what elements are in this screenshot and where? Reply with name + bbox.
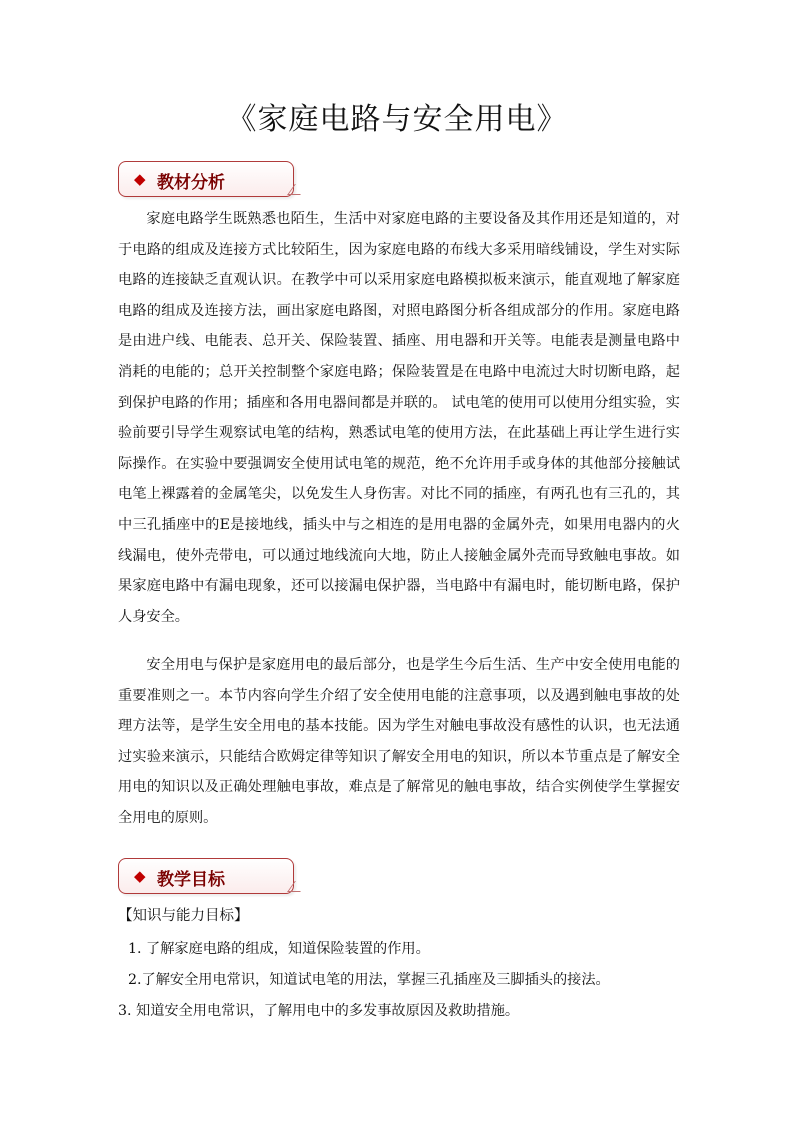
list-item: 2.了解安全用电常识，知道试电笔的用法，掌握三孔插座及三脚插头的接法。: [128, 972, 610, 988]
objectives-subheading: 【知识与能力目标】: [118, 908, 249, 924]
section-header-objectives: [118, 858, 294, 894]
section-heading: 教材分析: [157, 173, 225, 193]
header-tab-decoration: [287, 881, 308, 892]
analysis-paragraph-2: 安全用电与保护是家庭用电的最后部分，也是学生今后生活、生产中安全使用电能的重要准则之一。本节内容向学生介绍了安全使用电能的注意事项，以及遇到触电事故的处理方法等，是学生安全用电的基本技能。因为学生对触电事故没有感性的认识，也无法通过实验来演示，只能结合欧姆定律等知识了解安全用电的知识，所以本节重点是了解安全用电的知识以及正确处理触电事故，难点是了解常见的触电事故，结合实例使学生掌握安全用电的原则。: [118, 657, 680, 826]
diamond-bullet-icon: ◆: [134, 867, 146, 885]
list-item: 3. 知道安全用电常识，了解用电中的多发事故原因及救助措施。: [118, 1003, 520, 1019]
section-heading: 教学目标: [157, 870, 225, 890]
analysis-paragraph-1: 家庭电路学生既熟悉也陌生，生活中对家庭电路的主要设备及其作用还是知道的，对于电路的组成及连接方式比较陌生，因为家庭电路的布线大多采用暗线铺设，学生对实际电路的连接缺乏直观认识。在教学中可以采用家庭电路模拟板来演示，能直观地了解家庭电路的组成及连接方法，画出家庭电路图，对照电路图分析各组成部分的作用。家庭电路是由进户线、电能表、总开关、保险装置、插座、用电器和开关等。电能表是测量电路中消耗的电能的；总开关控制整个家庭电路；保险装置是在电路中电流过大时切断电路，起到保护电路的作用；插座和各用电器间都是并联的。 试电笔的使用可以使用分组实验，实验前要引导学生观察试电笔的结构，熟悉试电笔的使用方法，在此基础上再让学生进行实际操作。在实验中要强调安全使用试电笔的规范，绝不允许用手或身体的其他部分接触试电笔上裸露着的金属笔尖，以免发生人身伤害。对比不同的插座，有两孔也有三孔的，其中三孔插座中的E是接地线，插头中与之相连的是用电器的金属外壳，如果用电器内的火线漏电，使外壳带电，可以通过地线流向大地，防止人接触金属外壳而导致触电事故。如果家庭电路中有漏电现象，还可以接漏电保护器，当电路中有漏电时，能切断电路，保护人身安全。: [118, 211, 680, 625]
document-title: 《家庭电路与安全用电》: [226, 102, 568, 137]
list-item: 1. 了解家庭电路的组成，知道保险装置的作用。: [128, 941, 430, 957]
diamond-bullet-icon: ◆: [134, 170, 146, 188]
